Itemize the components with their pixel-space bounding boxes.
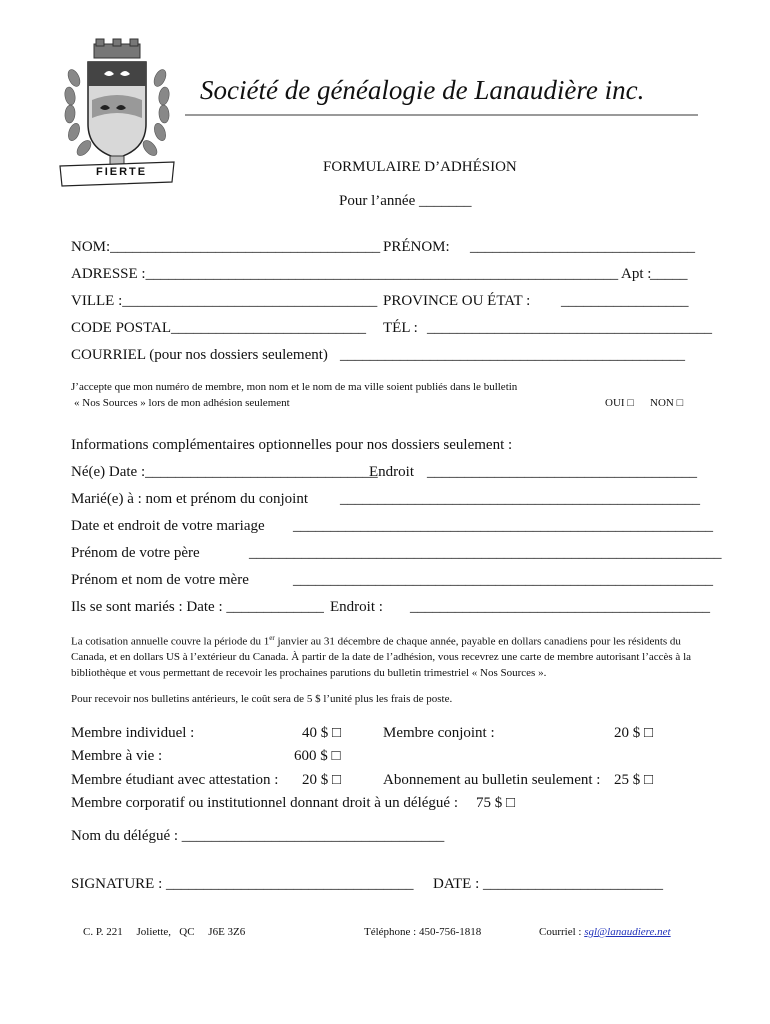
cotisation-paragraph	[71, 631, 701, 681]
consent-non-checkbox[interactable]: NON □	[650, 397, 684, 409]
parents-mariage-endroit-field[interactable]: ________________________________________	[410, 599, 710, 615]
adresse-field[interactable]: ADRESSE :_______________________________________________________________ Apt :	[71, 266, 652, 282]
year-line: Pour l’année _______	[339, 193, 472, 209]
corporatif-checkbox[interactable]: 75 $ □	[476, 795, 516, 811]
bulletins-anterieurs-text: Pour recevoir nos bulletins antérieurs, le coût sera de 5 $ l’unité plus les frais de poste.	[71, 693, 453, 705]
conjoint-fee-checkbox[interactable]: 20 $ □	[614, 725, 654, 741]
etudiant-checkbox[interactable]: 20 $ □	[302, 772, 342, 788]
coat-of-arms-logo	[52, 38, 182, 190]
apt-field[interactable]: _____	[650, 266, 688, 282]
abonnement-label: Abonnement au bulletin seulement :	[383, 772, 601, 788]
footer-address: C. P. 221 Joliette, QC J6E 3Z6	[83, 926, 246, 938]
conjoint-fee-label: Membre conjoint :	[383, 725, 495, 741]
pere-label: Prénom de votre père	[71, 545, 200, 561]
mariage-label: Date et endroit de votre mariage	[71, 518, 265, 534]
conjoint-label: Marié(e) à : nom et prénom du conjoint	[71, 491, 309, 507]
individuel-checkbox[interactable]: 40 $ □	[302, 725, 342, 741]
signature-field[interactable]: SIGNATURE : _________________________________	[71, 876, 414, 892]
courriel-label: COURRIEL (pour nos dossiers seulement)	[71, 347, 328, 363]
footer-email	[539, 926, 671, 938]
footer-phone: Téléphone : 450-756-1818	[364, 926, 482, 938]
nom-field[interactable]: NOM:____________________________________	[71, 239, 381, 255]
footer-email-link[interactable]: sgl@lanaudiere.net	[584, 926, 671, 938]
consent-oui-checkbox[interactable]: OUI □	[605, 397, 634, 409]
header-rule	[185, 114, 698, 116]
mariage-field[interactable]: ________________________________________________________	[293, 518, 713, 534]
ville-field[interactable]: VILLE :__________________________________	[71, 293, 378, 309]
parents-mariage-date-field[interactable]: Ils se sont mariés : Date : _____________	[71, 599, 324, 615]
optional-heading: Informations complémentaires optionnelles pour nos dossiers seulement :	[71, 437, 513, 453]
tel-field[interactable]: ______________________________________	[427, 320, 712, 336]
cotisation-text-a: La cotisation annuelle couvre la période du 1	[71, 635, 270, 648]
mere-label: Prénom et nom de votre mère	[71, 572, 249, 588]
parents-mariage-endroit-label: Endroit :	[330, 599, 383, 615]
cotisation-text-b: janvier au 31 décembre de chaque année, payable en dollars canadiens pour les résidents du Canada, et en dollars US à l’extérieur du Canada. À partir de la date de l’adhésion, vous recevrez une carte de membre autorisant l’accès à la bibliothèque et vous permettant de recevoir les prochaines parutions du bulletin trimestriel « Nos Sources ».	[71, 635, 692, 679]
cotisation-sup: er	[269, 634, 275, 642]
ne-date-field[interactable]: Né(e) Date :_______________________________	[71, 464, 378, 480]
abonnement-checkbox[interactable]: 25 $ □	[614, 772, 654, 788]
society-name: Société de généalogie de Lanaudière inc.	[200, 75, 645, 105]
province-field[interactable]: _________________	[561, 293, 689, 309]
ne-endroit-label: Endroit	[369, 464, 414, 480]
footer-email-label: Courriel :	[539, 926, 582, 938]
consent-line-1: J’accepte que mon numéro de membre, mon nom et le nom de ma ville soient publiés dans le bulletin	[71, 381, 518, 393]
province-label: PROVINCE OU ÉTAT :	[383, 293, 531, 309]
date-field[interactable]: DATE : ________________________	[433, 876, 663, 892]
consent-line-2: « Nos Sources » lors de mon adhésion seulement	[74, 397, 290, 409]
individuel-label: Membre individuel :	[71, 725, 195, 741]
pere-field[interactable]: _______________________________________________________________	[249, 545, 722, 561]
conjoint-field[interactable]: ________________________________________________	[340, 491, 700, 507]
prenom-field[interactable]: ______________________________	[470, 239, 695, 255]
courriel-field[interactable]: ______________________________________________	[340, 347, 685, 363]
ne-endroit-field[interactable]: ____________________________________	[427, 464, 697, 480]
etudiant-label: Membre étudiant avec attestation :	[71, 772, 279, 788]
tel-label: TÉL :	[383, 320, 418, 336]
code-postal-field[interactable]: CODE POSTAL__________________________	[71, 320, 367, 336]
corporatif-label: Membre corporatif ou institutionnel donnant droit à un délégué :	[71, 795, 458, 811]
prenom-label: PRÉNOM:	[383, 239, 450, 255]
delegue-field[interactable]: Nom du délégué : ___________________________________	[71, 828, 445, 844]
logo-motto: FIERTE	[96, 166, 148, 178]
form-title: FORMULAIRE D’ADHÉSION	[323, 159, 517, 175]
vie-label: Membre à vie :	[71, 748, 163, 764]
mere-field[interactable]: ________________________________________________________	[293, 572, 713, 588]
vie-checkbox[interactable]: 600 $ □	[294, 748, 341, 764]
